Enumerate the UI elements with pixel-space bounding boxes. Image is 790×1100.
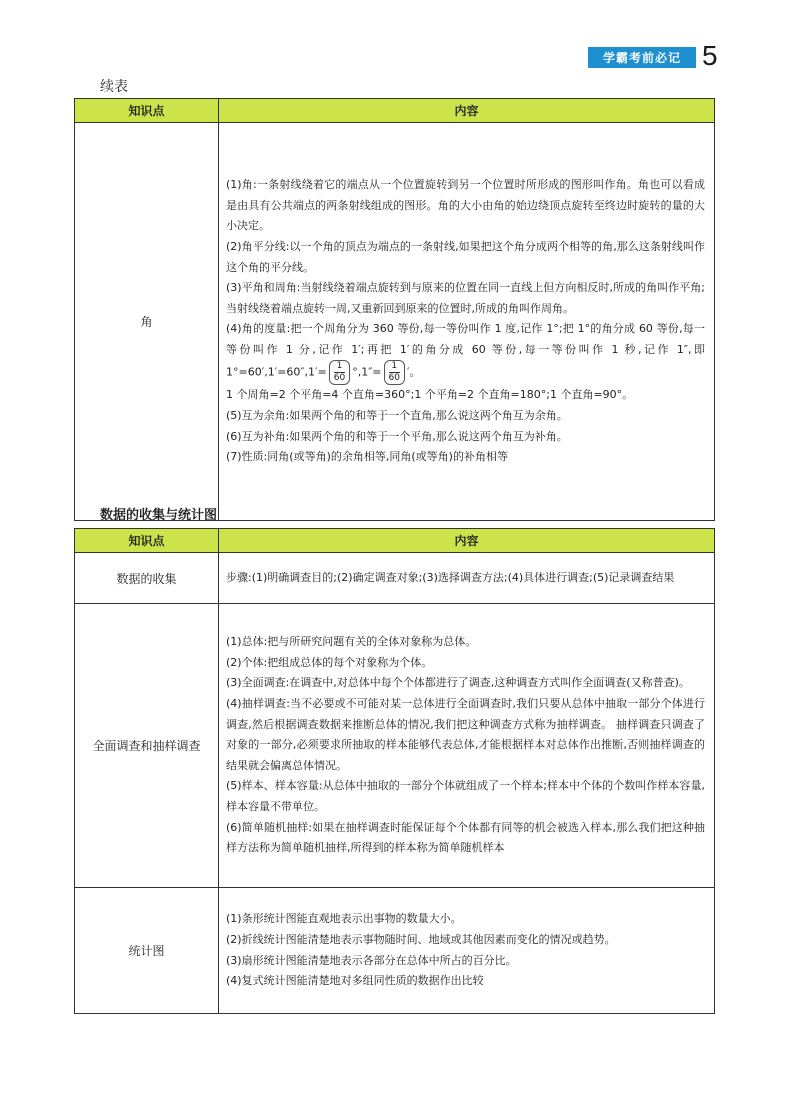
topic-cell: 全面调查和抽样调查 [75, 604, 219, 888]
fraction [329, 360, 350, 385]
degree-text-end: ′。 [406, 365, 421, 379]
content-line: (3)扇形统计图能清楚地表示各部分在总体中所占的百分比。 [226, 953, 517, 967]
table-row [75, 604, 715, 888]
topic-cell: 统计图 [75, 888, 219, 1014]
content-line: (4)复式统计图能清楚地对多组同性质的数据作出比较 [226, 974, 484, 988]
content-line: 1 个周角=2 个平角=4 个直角=360°;1 个平角=2 个直角=180°;1 个直角=90°。 [226, 388, 634, 402]
header-knowledge-point: 知识点 [75, 99, 219, 123]
fraction-denominator: 60 [388, 373, 400, 384]
content-cell [219, 604, 715, 888]
content-line: (6)简单随机抽样:如果在抽样调查时能保证每个个体都有同等的机会被选入样本,那么我们把这种抽样方法称为简单随机抽样,所得到的样本称为简单随机样本 [226, 820, 705, 855]
content-line: 步骤:(1)明确调查目的;(2)确定调查对象;(3)选择调查方法;(4)具体进行调查;(5)记录调查结果 [226, 570, 675, 584]
content-line: (1)总体:把与所研究问题有关的全体对象称为总体。 [226, 635, 477, 649]
data-collection-table [74, 528, 715, 1014]
table-header-row [75, 529, 715, 553]
content-cell [219, 553, 715, 604]
fraction-numerator: 1 [334, 361, 345, 373]
fraction-numerator: 1 [389, 361, 400, 373]
content-cell [219, 123, 715, 521]
table-header-row [75, 99, 715, 123]
content-line: (2)折线统计图能清楚地表示事物随时间、地域或其他因素而变化的情况或趋势。 [226, 932, 616, 946]
content-line: (1)角:一条射线绕着它的端点从一个位置旋转到另一个位置时所形成的图形叫作角。角也可以看成是由具有公共端点的两条射线组成的图形。角的大小由角的始边绕顶点旋转至终边时旋转的量的大小决定。 [226, 178, 705, 233]
fraction-denominator: 60 [333, 373, 346, 384]
content-line [226, 319, 705, 385]
content-line: (7)性质:同角(或等角)的余角相等,同角(或等角)的补角相等 [226, 450, 508, 464]
degree-text-mid: °,1″= [352, 365, 382, 379]
content-cell [219, 888, 715, 1014]
content-line: (4)抽样调查:当不必要或不可能对某一总体进行全面调查时,我们只要从总体中抽取一部分个体进行调查,然后根据调查数据来推断总体的情况,我们把这种调查方式称为抽样调查。 抽样调查只调查了对象的一部分,必须要求所抽取的样本能够代表总体,才能根据样本对总体作出推断,否则抽样调查的结果就会偏离总体情况。 [226, 697, 705, 772]
header-content: 内容 [219, 99, 715, 123]
content-line: (3)全面调查:在调查中,对总体中每个个体都进行了调查,这种调查方式叫作全面调查(又称普查)。 [226, 676, 690, 690]
content-line: (5)样本、样本容量:从总体中抽取的一部分个体就组成了一个样本;样本中个体的个数叫作样本容量,样本容量不带单位。 [226, 779, 705, 813]
content-line: (1)条形统计图能直观地表示出事物的数量大小。 [226, 912, 462, 926]
topic-cell: 角 [75, 123, 219, 521]
content-line: (2)个体:把组成总体的每个对象称为个体。 [226, 655, 433, 669]
content-line: (5)互为余角:如果两个角的和等于一个直角,那么说这两个角互为余角。 [226, 409, 568, 423]
continued-label: 续表 [100, 79, 128, 95]
page-number: 5 [702, 40, 718, 71]
content-line: (3)平角和周角:当射线绕着端点旋转到与原来的位置在同一直线上但方向相反时,所成的角叫作平角;当射线绕着端点旋转一周,又重新回到原来的位置时,所成的角叫作周角。 [226, 281, 705, 315]
table-row [75, 123, 715, 521]
table-row [75, 553, 715, 604]
topic-cell: 数据的收集 [75, 553, 219, 604]
content-line: (6)互为补角:如果两个角的和等于一个平角,那么说这两个角互为补角。 [226, 429, 568, 443]
content-line: (2)角平分线:以一个角的顶点为端点的一条射线,如果把这个角分成两个相等的角,那么这条射线叫作这个角的平分线。 [226, 239, 705, 274]
table-row [75, 888, 715, 1014]
section-title: 数据的收集与统计图 [100, 508, 218, 523]
header-knowledge-point: 知识点 [75, 529, 219, 553]
header-content: 内容 [219, 529, 715, 553]
angle-table [74, 98, 715, 521]
degree-text: (4)角的度量:把一个周角分为 360 等份,每一等份叫作 1 度,记作 1°;把 1°的角分成 60 等份,每一等份叫作 1 分,记作 1′;再把 1′的角分成 60 等份,每一等份叫作 1 秒,记作 1″,即 1°=60′,1′=60″,1′= [226, 322, 705, 379]
header-badge: 学霸考前必记 [588, 47, 696, 68]
fraction [384, 360, 405, 385]
